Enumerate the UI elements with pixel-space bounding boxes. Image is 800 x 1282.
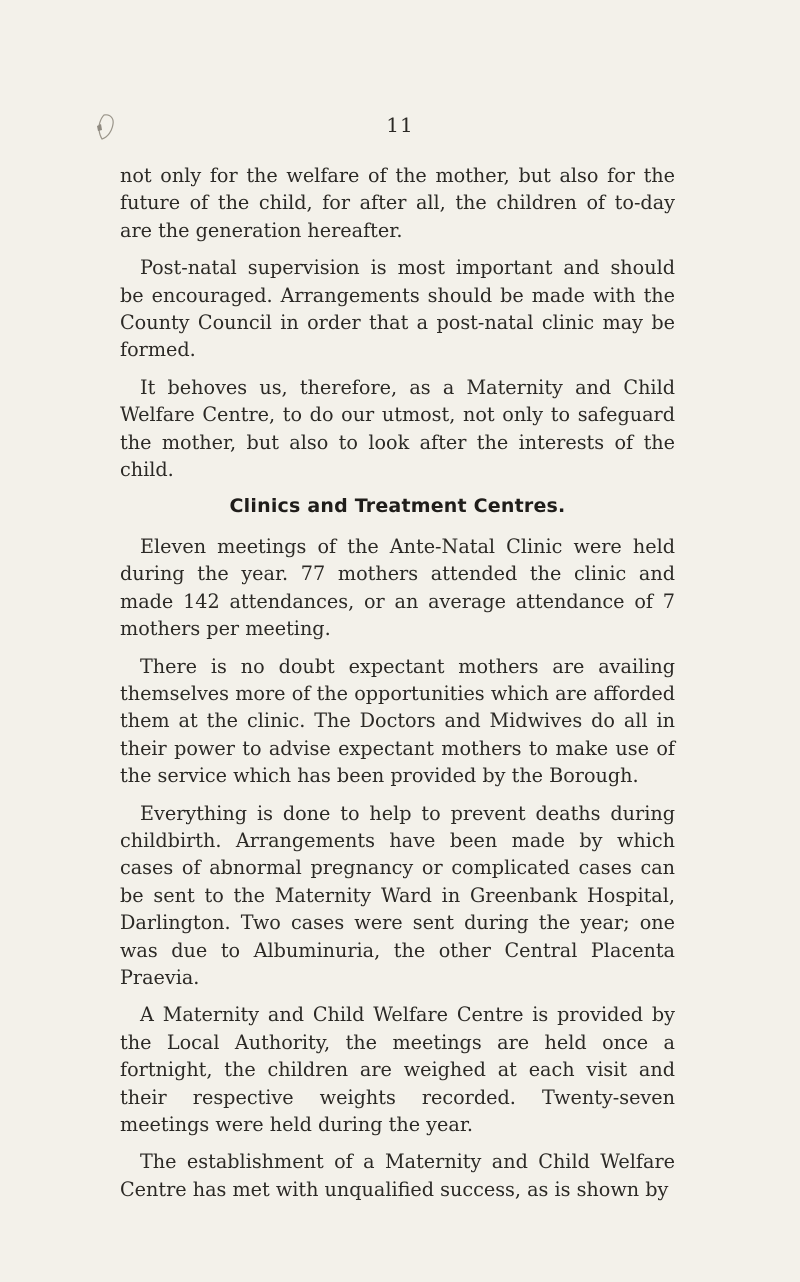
page-number: 11 bbox=[386, 113, 414, 137]
paragraph: Everything is done to help to prevent deaths during childbirth. Arrangements have been made by which cases of abnormal pregnancy or complicated cases can be sent to the Maternity Ward in Greenbank Hospital, Darlington. Two cases were sent during the year; one was due to Albuminuria, the other Central Placenta Praevia. bbox=[120, 801, 675, 989]
paragraph: Eleven meetings of the Ante-Natal Clinic were held during the year. 77 mothers attended the clinic and made 142 attendances, or an average attendance of 7 mothers per meeting. bbox=[120, 534, 675, 641]
paragraph: A Maternity and Child Welfare Centre is provided by the Local Authority, the meetings are held once a fortnight, the children are weighed at each visit and their respective weights recorded. Twenty-seven meetings were held during the year. bbox=[120, 1003, 675, 1136]
section-heading: Clinics and Treatment Centres. bbox=[229, 495, 566, 518]
body-text bbox=[120, 162, 675, 1213]
paragraph: It behoves us, therefore, as a Maternity and Child Welfare Centre, to do our utmost, not only to safeguard the mother, but also to look after the interests of the child. bbox=[120, 375, 675, 482]
paragraph: The establishment of a Maternity and Child Welfare Centre has met with unqualified success, as is shown by bbox=[120, 1150, 675, 1201]
paragraph: not only for the welfare of the mother, but also for the future of the child, for after all, the children of to-day are the generation hereafter. bbox=[120, 164, 675, 242]
paragraph: There is no doubt expectant mothers are availing themselves more of the opportunities which are afforded them at the clinic. The Doctors and Midwives do all in their power to advise expectant mothers to make use of the service which has been provided by the Borough. bbox=[120, 654, 675, 788]
paragraph: Post-natal supervision is most important and should be encouraged. Arrangements should be made with the County Council in order that a post-natal clinic may be formed. bbox=[120, 256, 675, 362]
